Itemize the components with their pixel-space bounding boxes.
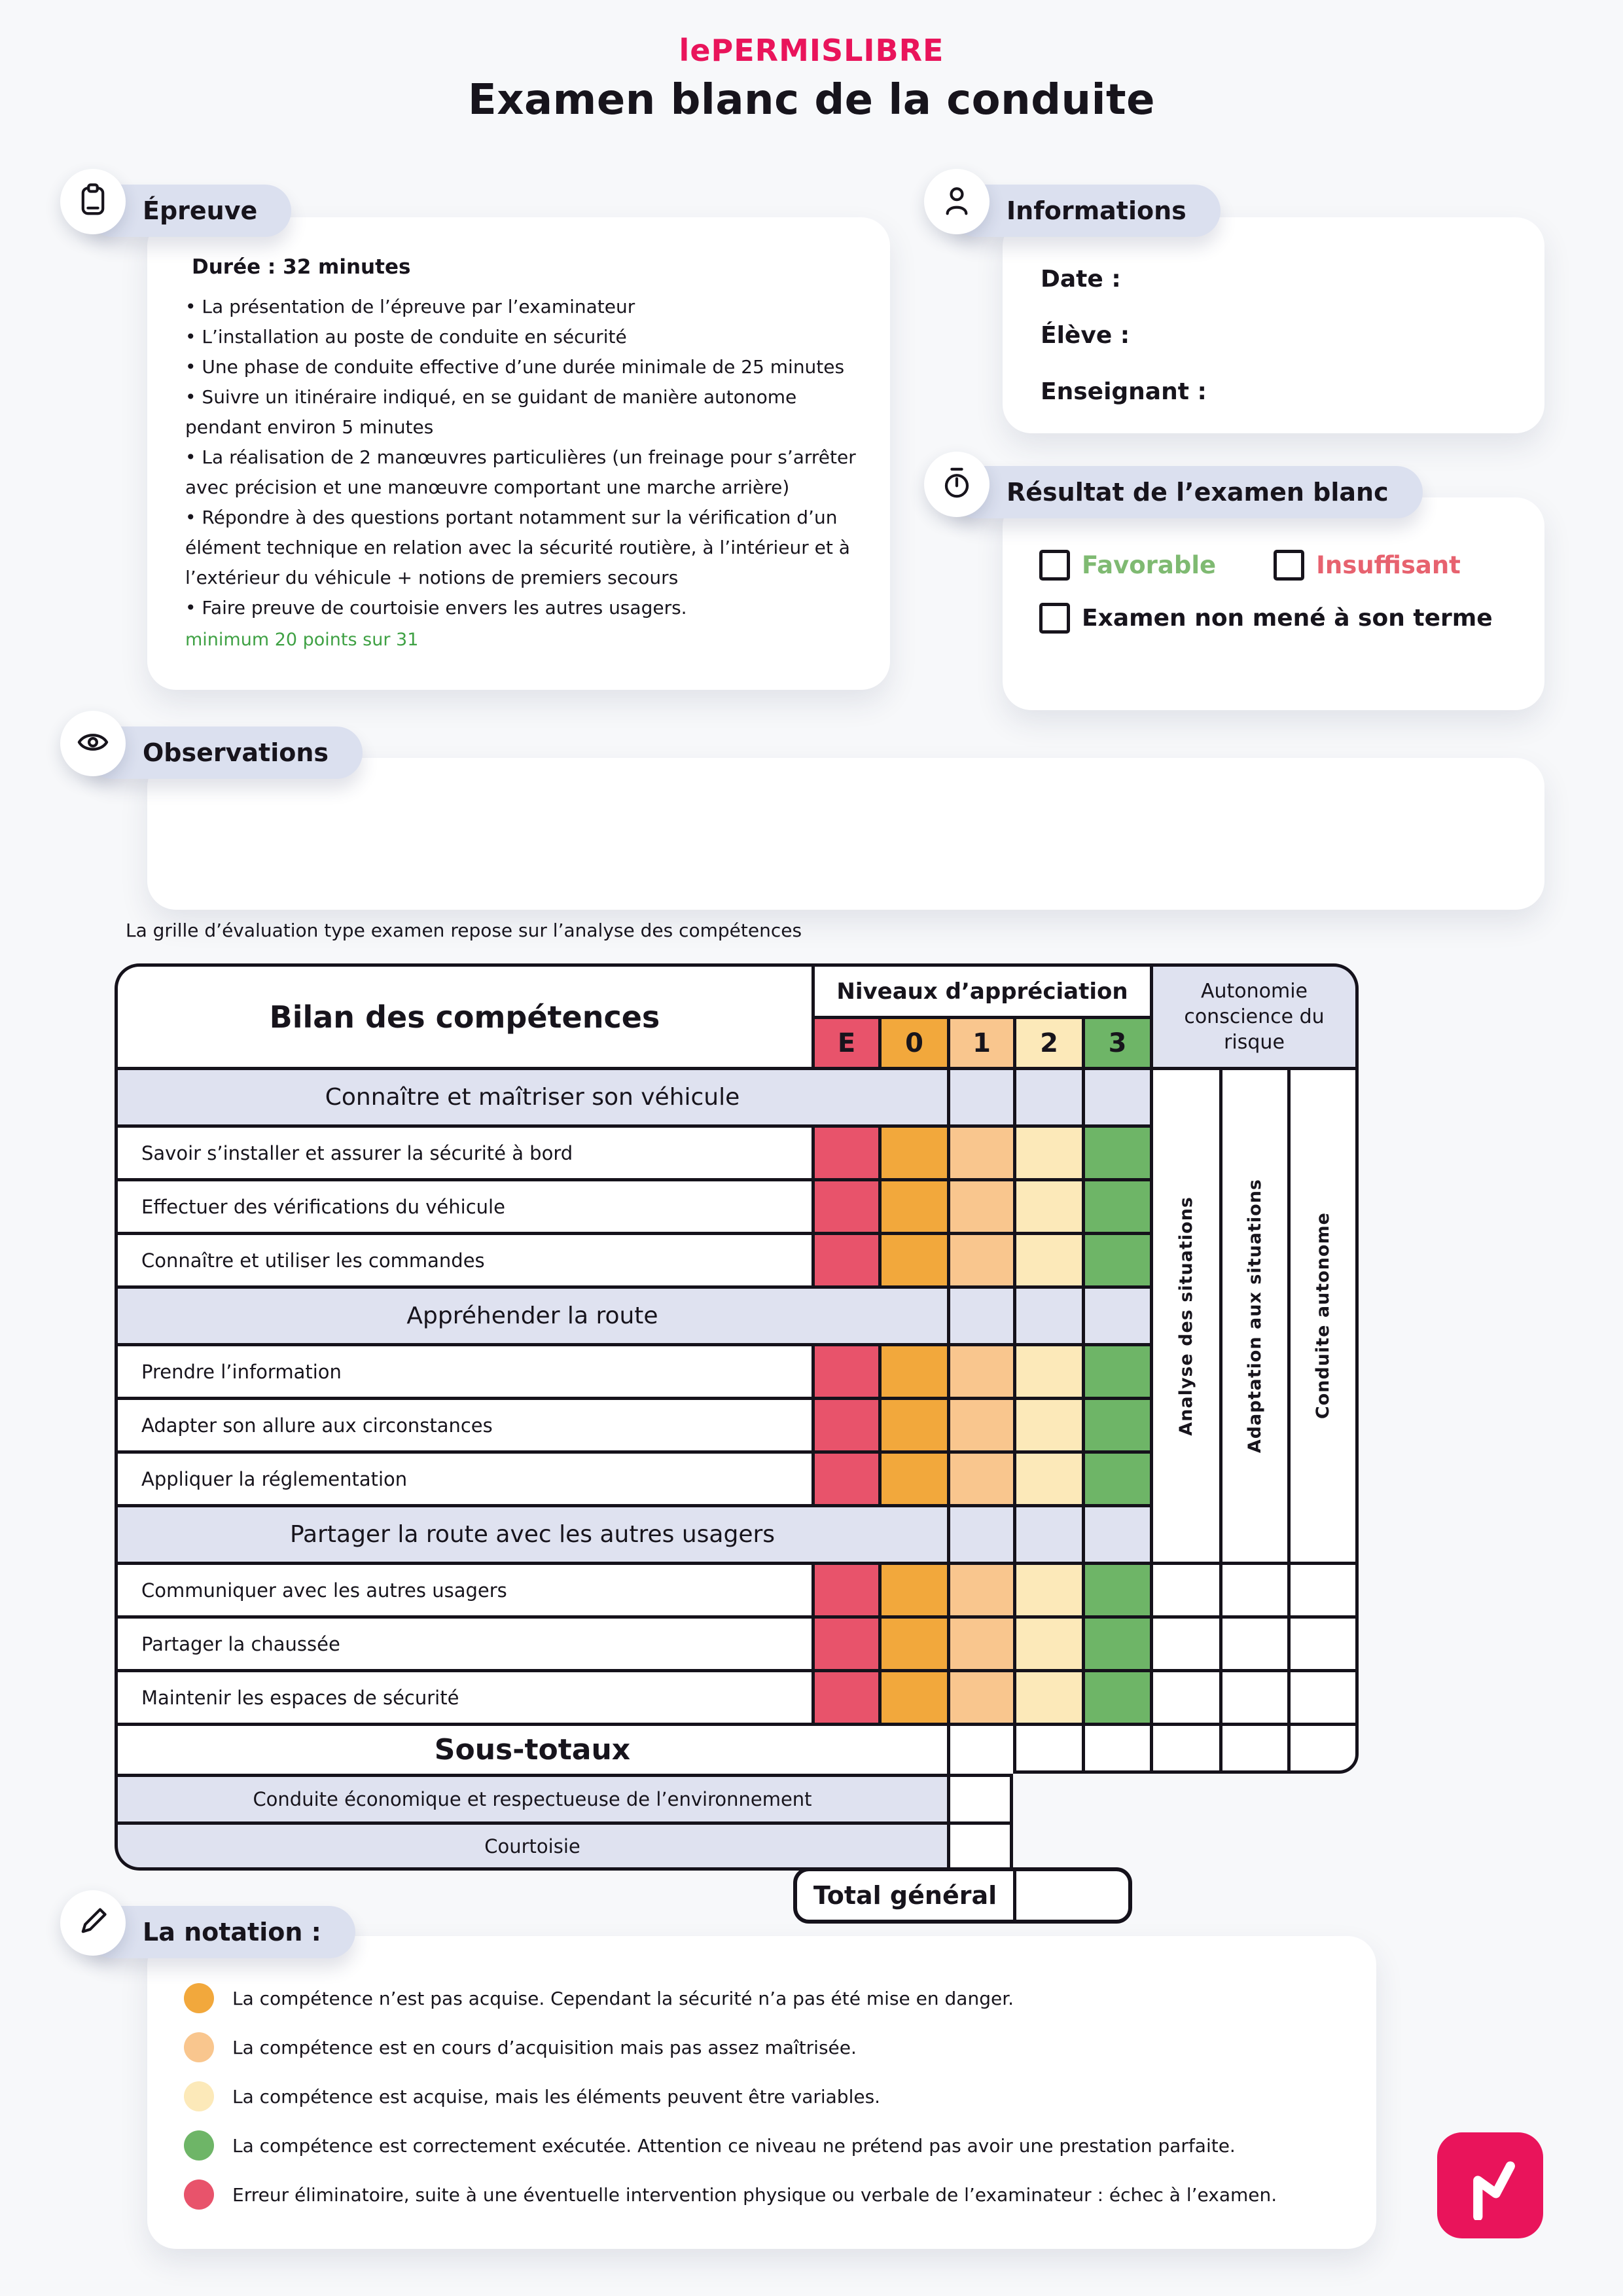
- category-slot: [1082, 1067, 1150, 1124]
- total-general-label: Total général: [813, 1881, 997, 1910]
- extra-row-label: Conduite économique et respectueuse de l’environnement: [115, 1774, 947, 1821]
- score-cell-2[interactable]: [1013, 1343, 1082, 1397]
- autonomy-slot[interactable]: [1219, 1615, 1287, 1669]
- competency-label: Partager la chaussée: [115, 1615, 812, 1669]
- favorable-checkbox[interactable]: [1039, 550, 1070, 581]
- autonomy-header: Autonomie conscience du risque: [1150, 963, 1359, 1067]
- info-field-label: Enseignant :: [1041, 378, 1207, 405]
- score-cell-0[interactable]: [878, 1562, 947, 1615]
- score-cell-0[interactable]: [878, 1397, 947, 1450]
- category-slot: [1082, 1504, 1150, 1562]
- score-cell-1[interactable]: [947, 1343, 1013, 1397]
- autonomy-slot[interactable]: [1287, 1669, 1359, 1723]
- autonomy-column-1: Analyse des situations: [1150, 1067, 1219, 1562]
- score-cell-3[interactable]: [1082, 1669, 1150, 1723]
- category-slot: [947, 1067, 1013, 1124]
- autonomy-slot[interactable]: [1287, 1615, 1359, 1669]
- observations-section-title: Observations: [143, 738, 329, 767]
- brand-mark: [1437, 2132, 1543, 2238]
- autonomy-slot[interactable]: [1150, 1615, 1219, 1669]
- informations-section-label: [950, 185, 1221, 237]
- informations-fields: [1003, 217, 1544, 420]
- extra-row-slot[interactable]: [947, 1821, 1013, 1871]
- autonomy-slot[interactable]: [1219, 1669, 1287, 1723]
- category-row: Partager la route avec les autres usagers: [115, 1504, 947, 1562]
- autonomy-slot[interactable]: [1150, 1562, 1219, 1615]
- subtotal-slot[interactable]: [947, 1723, 1013, 1774]
- notation-legend: [147, 1936, 1376, 2210]
- epreuve-card: [147, 217, 890, 690]
- extra-row-slot[interactable]: [947, 1774, 1013, 1821]
- legend-text: La compétence est acquise, mais les éléments peuvent être variables.: [232, 2085, 881, 2108]
- level-header-1: 1: [947, 1016, 1013, 1067]
- score-cell-0[interactable]: [878, 1343, 947, 1397]
- score-cell-E[interactable]: [812, 1669, 878, 1723]
- score-cell-2[interactable]: [1013, 1669, 1082, 1723]
- resultat-section-label: [950, 466, 1423, 518]
- insuffisant-checkbox[interactable]: [1274, 550, 1304, 581]
- category-slot: [1013, 1504, 1082, 1562]
- level-header-0: 0: [878, 1016, 947, 1067]
- category-slot: [1013, 1067, 1082, 1124]
- score-cell-2[interactable]: [1013, 1397, 1082, 1450]
- legend-color-dot: [184, 2179, 214, 2210]
- subtotal-slot[interactable]: [1013, 1723, 1082, 1774]
- score-cell-E[interactable]: [812, 1450, 878, 1504]
- score-cell-3[interactable]: [1082, 1232, 1150, 1285]
- score-cell-3[interactable]: [1082, 1124, 1150, 1178]
- level-header-3: 3: [1082, 1016, 1150, 1067]
- score-cell-E[interactable]: [812, 1178, 878, 1232]
- score-cell-3[interactable]: [1082, 1615, 1150, 1669]
- category-slot: [1013, 1285, 1082, 1343]
- epreuve-icon-circle: [60, 169, 126, 234]
- score-cell-E[interactable]: [812, 1562, 878, 1615]
- notation-card: [147, 1936, 1376, 2249]
- legend-text: La compétence est en cours d’acquisition mais pas assez maîtrisée.: [232, 2036, 857, 2058]
- brand-logo: lePERMISLIBRE: [679, 33, 944, 68]
- competency-label: Prendre l’information: [115, 1343, 812, 1397]
- legend-text: Erreur éliminatoire, suite à une éventuelle intervention physique ou verbale de l’examinateur : échec à l’examen.: [232, 2183, 1277, 2206]
- autonomy-slot[interactable]: [1287, 1562, 1359, 1615]
- total-general-box: [793, 1867, 1132, 1924]
- epreuve-bullet: • Une phase de conduite effective d’une durée minimale de 25 minutes: [185, 356, 845, 378]
- score-cell-0[interactable]: [878, 1178, 947, 1232]
- epreuve-bullet-list: [185, 292, 861, 623]
- person-icon: [939, 183, 974, 221]
- score-cell-2[interactable]: [1013, 1178, 1082, 1232]
- stopwatch-icon: [939, 465, 974, 503]
- legend-text: La compétence est correctement exécutée. Attention ce niveau ne prétend pas avoir une prestation parfaite.: [232, 2134, 1236, 2157]
- result-option: [1039, 550, 1216, 581]
- score-cell-1[interactable]: [947, 1450, 1013, 1504]
- score-cell-0[interactable]: [878, 1232, 947, 1285]
- table-title: Bilan des compétences: [115, 963, 812, 1067]
- total-general-value-slot[interactable]: [1013, 1871, 1128, 1920]
- score-cell-1[interactable]: [947, 1562, 1013, 1615]
- competency-label: Communiquer avec les autres usagers: [115, 1562, 812, 1615]
- legend-color-dot: [184, 2130, 214, 2161]
- score-cell-E[interactable]: [812, 1397, 878, 1450]
- clipboard-icon: [75, 183, 111, 221]
- legend-row: [184, 2130, 1376, 2161]
- score-cell-2[interactable]: [1013, 1615, 1082, 1669]
- autonomy-slot[interactable]: [1150, 1669, 1219, 1723]
- result-option-label: Favorable: [1082, 551, 1217, 579]
- informations-section-title: Informations: [1007, 196, 1186, 225]
- level-header-E: E: [812, 1016, 878, 1067]
- epreuve-bullet: • L’installation au poste de conduite en sécurité: [185, 326, 627, 348]
- score-cell-1[interactable]: [947, 1615, 1013, 1669]
- score-cell-E[interactable]: [812, 1343, 878, 1397]
- notation-section-label: [86, 1906, 355, 1958]
- category-row: Appréhender la route: [115, 1285, 947, 1343]
- exam-not-finished-checkbox[interactable]: [1039, 603, 1070, 634]
- informations-card: [1003, 217, 1544, 433]
- extra-row-label: Courtoisie: [115, 1821, 947, 1871]
- info-field-label: Date :: [1041, 266, 1121, 293]
- score-cell-0[interactable]: [878, 1669, 947, 1723]
- pencil-icon: [75, 1904, 111, 1942]
- legend-color-dot: [184, 1983, 214, 2013]
- epreuve-bullet: • Répondre à des questions portant notamment sur la vérification d’un élément technique en relation avec la sécurité routière, à l’intérieur et à l’extérieur du véhicule + notions de premiers secours: [185, 507, 850, 588]
- subtotal-slot[interactable]: [1287, 1723, 1359, 1774]
- competency-label: Maintenir les espaces de sécurité: [115, 1669, 812, 1723]
- competency-table: [115, 963, 1359, 1871]
- check-logo-icon: [1454, 2148, 1526, 2223]
- epreuve-bullet: • Suivre un itinéraire indiqué, en se guidant de manière autonome pendant environ 5 minutes: [185, 386, 797, 438]
- score-cell-1[interactable]: [947, 1124, 1013, 1178]
- legend-row: [184, 2081, 1376, 2111]
- score-cell-1[interactable]: [947, 1669, 1013, 1723]
- resultat-card: [1003, 497, 1544, 710]
- exam-duration: Durée : 32 minutes: [192, 255, 411, 279]
- legend-color-dot: [184, 2032, 214, 2062]
- exam-not-finished-label: Examen non mené à son terme: [1082, 605, 1493, 632]
- score-cell-3[interactable]: [1082, 1562, 1150, 1615]
- subtotal-slot[interactable]: [1082, 1723, 1150, 1774]
- score-cell-0[interactable]: [878, 1124, 947, 1178]
- score-cell-3[interactable]: [1082, 1178, 1150, 1232]
- observations-field[interactable]: [147, 758, 1544, 910]
- subtotal-slot[interactable]: [1219, 1723, 1287, 1774]
- score-cell-E[interactable]: [812, 1124, 878, 1178]
- score-cell-E[interactable]: [812, 1232, 878, 1285]
- score-cell-1[interactable]: [947, 1232, 1013, 1285]
- epreuve-bullet: • La présentation de l’épreuve par l’examinateur: [185, 296, 635, 317]
- autonomy-slot[interactable]: [1219, 1562, 1287, 1615]
- score-cell-3[interactable]: [1082, 1397, 1150, 1450]
- score-cell-1[interactable]: [947, 1178, 1013, 1232]
- informations-icon-circle: [924, 169, 990, 234]
- observations-icon-circle: [60, 711, 126, 776]
- resultat-section-title: Résultat de l’examen blanc: [1007, 478, 1389, 507]
- epreuve-bullet: • Faire preuve de courtoisie envers les autres usagers.: [185, 597, 687, 619]
- competency-label: Effectuer des vérifications du véhicule: [115, 1178, 812, 1232]
- competency-label: Savoir s’installer et assurer la sécurité à bord: [115, 1124, 812, 1178]
- category-row: Connaître et maîtriser son véhicule: [115, 1067, 947, 1124]
- result-option: [1274, 550, 1461, 581]
- score-cell-2[interactable]: [1013, 1124, 1082, 1178]
- score-cell-0[interactable]: [878, 1615, 947, 1669]
- notation-icon-circle: [60, 1890, 126, 1956]
- observations-section-label: [86, 726, 363, 779]
- score-cell-2[interactable]: [1013, 1232, 1082, 1285]
- category-slot: [947, 1504, 1013, 1562]
- legend-row: [184, 2179, 1376, 2210]
- legend-color-dot: [184, 2081, 214, 2111]
- subtotal-slot[interactable]: [1150, 1723, 1219, 1774]
- result-option-label: Insuffisant: [1316, 551, 1461, 579]
- autonomy-column-3: Conduite autonome: [1287, 1067, 1359, 1562]
- epreuve-bullet: • La réalisation de 2 manœuvres particulières (un freinage pour s’arrêter avec précision et une manœuvre comportant une marche arrière): [185, 446, 856, 498]
- category-slot: [947, 1285, 1013, 1343]
- subtotals-label: Sous-totaux: [115, 1723, 947, 1774]
- score-cell-2[interactable]: [1013, 1450, 1082, 1504]
- category-slot: [1082, 1285, 1150, 1343]
- score-cell-E[interactable]: [812, 1615, 878, 1669]
- epreuve-section-title: Épreuve: [143, 196, 258, 225]
- legend-row: [184, 1983, 1376, 2013]
- levels-header: Niveaux d’appréciation: [812, 963, 1150, 1016]
- score-cell-2[interactable]: [1013, 1562, 1082, 1615]
- competency-label: Connaître et utiliser les commandes: [115, 1232, 812, 1285]
- info-field-label: Élève :: [1041, 322, 1130, 349]
- grid-intro-text: La grille d’évaluation type examen repose sur l’analyse des compétences: [126, 920, 802, 941]
- minimum-points-note: minimum 20 points sur 31: [185, 630, 419, 650]
- eye-icon: [75, 725, 111, 762]
- result-options-row: [1039, 550, 1544, 581]
- score-cell-1[interactable]: [947, 1397, 1013, 1450]
- score-cell-3[interactable]: [1082, 1450, 1150, 1504]
- autonomy-column-2: Adaptation aux situations: [1219, 1067, 1287, 1562]
- competency-label: Appliquer la réglementation: [115, 1450, 812, 1504]
- score-cell-0[interactable]: [878, 1450, 947, 1504]
- competency-label: Adapter son allure aux circonstances: [115, 1397, 812, 1450]
- level-header-2: 2: [1013, 1016, 1082, 1067]
- notation-section-title: La notation :: [143, 1918, 321, 1946]
- legend-text: La compétence n’est pas acquise. Cependant la sécurité n’a pas été mise en danger.: [232, 1987, 1014, 2009]
- resultat-icon-circle: [924, 452, 990, 517]
- score-cell-3[interactable]: [1082, 1343, 1150, 1397]
- page-title: Examen blanc de la conduite: [467, 76, 1156, 124]
- legend-row: [184, 2032, 1376, 2062]
